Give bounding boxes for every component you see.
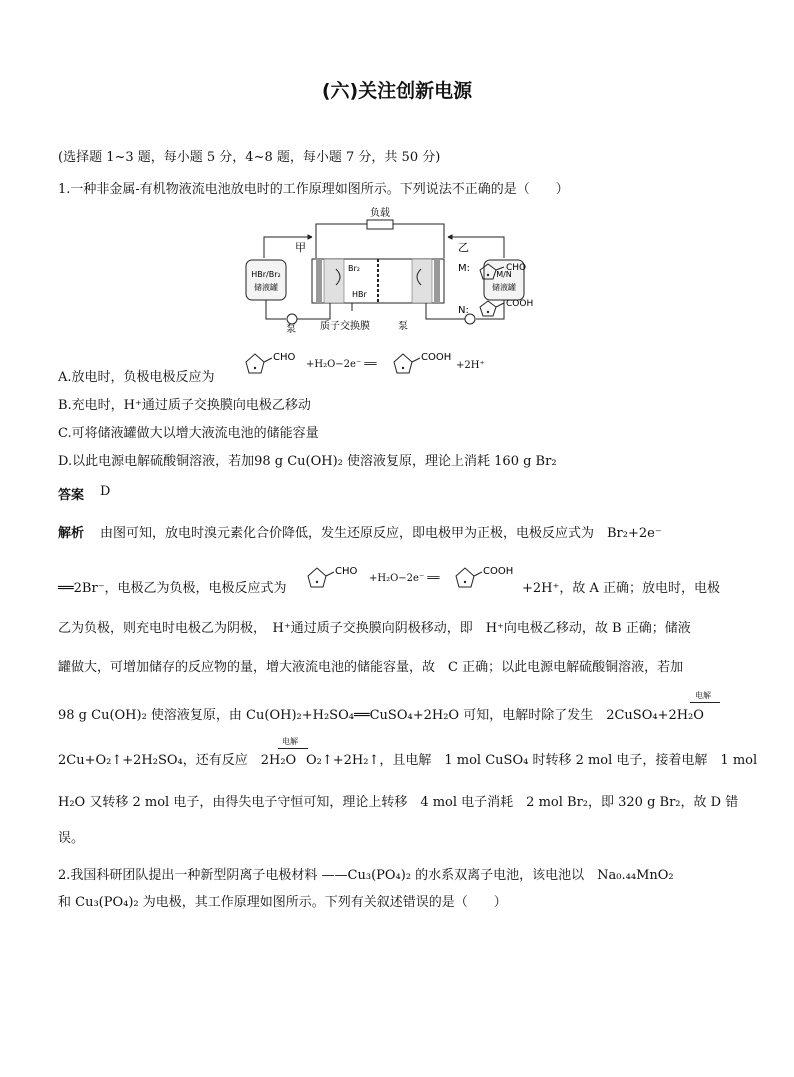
q1-option-d: D.以此电源电解硫酸铜溶液，若加98 g Cu(OH)₂ 使溶液复原，理论上消耗 160 g Br₂ bbox=[58, 454, 557, 469]
br2-label: Br₂ bbox=[348, 264, 360, 273]
furoic-structure-a bbox=[386, 342, 458, 378]
q1-option-a-end: +2H⁺ bbox=[456, 360, 485, 371]
right-electrode-label: 乙 bbox=[458, 241, 469, 254]
q2-line-1: 2.我国科研团队提出一种新型阴离子电极材料 ——Cu₃(PO₄)₂ 的水系双离子电池，该电池以 Na₀.₄₄MnO₂ bbox=[58, 868, 674, 883]
hbr-label: HBr bbox=[352, 290, 367, 299]
page-title: (六)关注创新电源 bbox=[321, 80, 473, 102]
m-cho: CHO bbox=[506, 263, 527, 273]
n-cooh: COOH bbox=[506, 299, 534, 309]
analysis-line-5: 98 g Cu(OH)₂ 使溶液复原，由 Cu(OH)₂+H₂SO₄══CuSO₄+2H₂O 可知，电解时除了发生 2CuSO₄+2H₂O bbox=[58, 708, 704, 723]
analysis-line-7: H₂O 又转移 2 mol 电子，由得失电子守恒可知，理论上转移 4 mol 电子消耗 2 mol Br₂，即 320 g Br₂，故 D 错 bbox=[58, 795, 739, 810]
instructions: (选择题 1~3 题，每小题 5 分，4~8 题，每小题 7 分，共 50 分) bbox=[58, 150, 441, 165]
analysis-line-1: 由图可知，放电时溴元素化合价降低，发生还原反应，即电极甲为正极，电极反应式为 Br₂+2e⁻ bbox=[100, 526, 662, 541]
electrode-yi bbox=[434, 259, 440, 303]
left-tank-line2: 储液罐 bbox=[254, 283, 278, 292]
load-resistor bbox=[367, 220, 393, 229]
right-tank-line1: M/N bbox=[496, 270, 512, 279]
left-pump-label: 泵 bbox=[286, 324, 296, 333]
left-tank-line1: HBr/Br₂ bbox=[251, 270, 281, 279]
n-label: N: bbox=[458, 305, 469, 316]
analysis-line-8: 误。 bbox=[58, 831, 85, 846]
analysis-line-2-mid: +H₂O−2e⁻ ══ bbox=[369, 573, 440, 584]
cooh-text: COOH bbox=[421, 352, 452, 363]
analysis-label: 解析 bbox=[58, 526, 85, 541]
analysis-line-4: 罐做大，可增加储存的反应物的量，增大液流电池的储能容量，故 C 正确；以此电源电解硫酸铜溶液，若加 bbox=[58, 660, 684, 675]
q1-option-a-mid: +H₂O−2e⁻ ══ bbox=[306, 359, 377, 370]
q1-option-a-prefix: A.放电时，负极电极反应为 bbox=[58, 370, 215, 385]
right-pump-label: 泵 bbox=[398, 321, 408, 332]
analysis-line-2-end: +2H⁺，故 A 正确；放电时，电极 bbox=[522, 581, 721, 596]
electrolysis-arrow-2 bbox=[278, 748, 308, 749]
analysis-line-6a: 2Cu+O₂↑+2H₂SO₄，还有反应 2H₂O bbox=[58, 753, 297, 768]
furan-ring-icon bbox=[246, 354, 264, 373]
battery-diagram bbox=[240, 203, 560, 333]
furan-ring-icon bbox=[456, 568, 474, 587]
q2-line-2: 和 Cu₃(PO₄)₂ 为电极，其工作原理如图所示。下列有关叙述错误的是（ ） bbox=[58, 895, 507, 910]
analysis-line-3: 乙为负极，则充电时电极乙为阴极， H⁺通过质子交换膜向阴极移动，即 H⁺向电极乙移动，故 B 正确；储液 bbox=[58, 621, 691, 636]
q1-stem: 1.一种非金属-有机物液流电池放电时的工作原理如图所示。下列说法不正确的是（ ） bbox=[58, 182, 569, 197]
m-label: M: bbox=[458, 263, 470, 274]
furoic-structure-b bbox=[448, 556, 520, 592]
membrane-label: 质子交换膜 bbox=[320, 321, 370, 332]
q1-option-b: B.充电时，H⁺通过质子交换膜向电极乙移动 bbox=[58, 398, 311, 413]
left-electrode-label: 甲 bbox=[295, 241, 306, 254]
q1-option-c: C.可将储液罐做大以增大液流电池的储能容量 bbox=[58, 426, 319, 441]
furfural-structure-a bbox=[238, 342, 306, 378]
electrolysis-arrow-1 bbox=[690, 702, 720, 703]
left-tank bbox=[246, 260, 286, 300]
electrolysis-label-1: 电解 bbox=[695, 691, 711, 700]
left-pump-icon bbox=[287, 314, 297, 324]
furfural-structure-b bbox=[300, 556, 370, 592]
electrolysis-label-2: 电解 bbox=[282, 737, 298, 746]
cooh-text: COOH bbox=[483, 566, 514, 577]
cho-text: CHO bbox=[335, 566, 358, 577]
analysis-line-6b: O₂↑+2H₂↑，且电解 1 mol CuSO₄ 时转移 2 mol 电子，接着电解 1 mol bbox=[306, 753, 758, 768]
electrode-jia bbox=[316, 259, 322, 303]
answer-label: 答案 bbox=[58, 488, 85, 503]
furan-ring-icon bbox=[394, 354, 412, 373]
cho-text: CHO bbox=[273, 352, 296, 363]
right-tank-line2: 储液罐 bbox=[492, 283, 516, 292]
furan-n-icon bbox=[480, 301, 496, 316]
analysis-line-2-prefix: ══2Br⁻，电极乙为负极，电极反应式为 bbox=[58, 581, 287, 596]
answer-value: D bbox=[100, 484, 111, 499]
load-label: 负载 bbox=[370, 208, 390, 219]
furan-ring-icon bbox=[308, 568, 326, 587]
